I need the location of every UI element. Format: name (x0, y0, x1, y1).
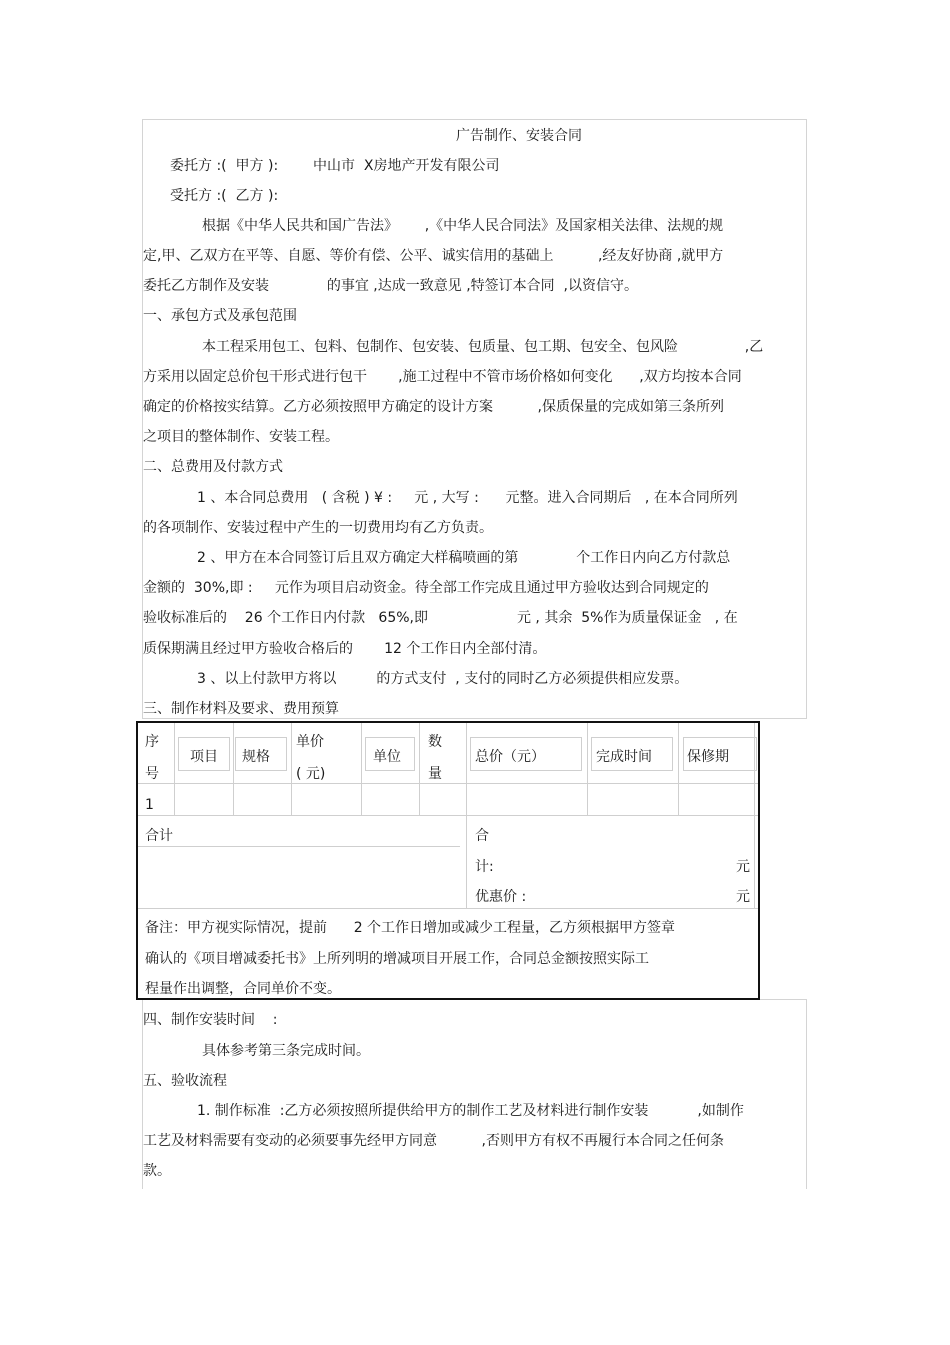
header-spec: 规格 (242, 749, 270, 765)
column-divider (419, 723, 420, 815)
intro-line: 定,甲、乙双方在平等、自愿、等价有偿、公平、诚实信用的基础上 ,经友好协商 ,就甲方 (143, 248, 724, 264)
summary-total-label: 计: (475, 859, 494, 875)
column-divider (233, 723, 234, 815)
header-total: 总价（元） (475, 749, 545, 765)
section-2-line: 质保期满且经过甲方验收合格后的 12 个工作日内全部付清。 (143, 641, 547, 657)
intro-line: 委托乙方制作及安装 的事宜 ,达成一致意见 ,特签订本合同 ,以资信守。 (143, 278, 639, 294)
header-seq: 序 (145, 734, 159, 750)
section-3-heading: 三、制作材料及要求、费用预算 (143, 701, 339, 717)
budget-table (136, 721, 760, 1000)
note-line: 程量作出调整，合同单价不变。 (145, 981, 341, 997)
column-divider (678, 723, 679, 815)
document-title: 广告制作、安装合同 (456, 128, 582, 144)
header-unit: 单位 (373, 749, 401, 765)
section-2-line: 2 、甲方在本合同签订后且双方确定大样稿喷画的第 个工作日内向乙方付款总 (197, 550, 731, 566)
header-price: ( 元) (296, 766, 326, 782)
row-divider (138, 908, 758, 909)
section-5-line: 1. 制作标准 :乙方必须按照所提供给甲方的制作工艺及材料进行制作安装 ,如制作 (197, 1103, 744, 1119)
section-5-line: 工艺及材料需要有变动的必须要事先经甲方同意 ,否则甲方有权不再履行本合同之任何条 (143, 1133, 724, 1149)
section-4-line: 具体参考第三条完成时间。 (202, 1043, 370, 1059)
row-divider (138, 815, 758, 816)
intro-line: 根据《中华人民共和国广告法》 ,《中华人民合同法》及国家相关法律、法规的规 (202, 218, 724, 234)
section-2-line: 1 、本合同总费用 ( 含税 ) ¥ : 元 , 大写 : 元整。进入合同期后 , 在本合同所列 (197, 490, 738, 506)
column-divider (174, 723, 175, 815)
header-qty: 量 (428, 766, 442, 782)
summary-heading: 合 (475, 828, 489, 844)
row-seq: 1 (145, 797, 154, 813)
subtotal-label: 合计 (145, 828, 173, 844)
column-divider (587, 723, 588, 815)
section-1-line: 之项目的整体制作、安装工程。 (143, 429, 339, 445)
row-divider (138, 783, 758, 784)
header-price: 单价 (296, 734, 324, 750)
header-finish-time: 完成时间 (596, 749, 652, 765)
section-4-heading: 四、制作安装时间 : (143, 1012, 278, 1028)
note-line: 确认的《项目增减委托书》上所列明的增减项目开展工作，合同总金额按照实际工 (145, 951, 649, 967)
section-2-heading: 二、总费用及付款方式 (143, 459, 283, 475)
summary-yuan: 元 (736, 889, 750, 905)
note-line: 备注：甲方视实际情况，提前 2 个工作日增加或减少工程量，乙方须根据甲方签章 (145, 920, 676, 936)
column-divider (361, 723, 362, 815)
client-label: 委托方 :( 甲方 ): (170, 158, 279, 174)
header-qty: 数 (428, 734, 442, 750)
document-frame-top (142, 119, 807, 719)
section-1-heading: 一、承包方式及承包范围 (143, 308, 297, 324)
column-divider (291, 723, 292, 815)
contractor-label: 受托方 :( 乙方 ): (170, 188, 279, 204)
section-1-line: 确定的价格按实结算。乙方必须按照甲方确定的设计方案 ,保质保量的完成如第三条所列 (143, 399, 724, 415)
row-divider (138, 846, 460, 847)
section-2-line: 3 、以上付款甲方将以 的方式支付 , 支付的同时乙方必须提供相应发票。 (197, 671, 689, 687)
section-1-line: 本工程采用包工、包料、包制作、包安装、包质量、包工期、包安全、包风险 ,乙 (202, 339, 764, 355)
section-2-line: 的各项制作、安装过程中产生的一切费用均有乙方负责。 (143, 520, 493, 536)
header-warranty: 保修期 (687, 749, 729, 765)
section-5-heading: 五、验收流程 (143, 1073, 227, 1089)
summary-yuan: 元 (736, 859, 750, 875)
section-1-line: 方采用以固定总价包干形式进行包干 ,施工过程中不管市场价格如何变化 ,双方均按本合同 (143, 369, 742, 385)
client-name: 中山市 X房地产开发有限公司 (313, 158, 500, 174)
section-2-line: 金额的 30%,即 : 元作为项目启动资金。待全部工作完成且通过甲方验收达到合同规定的 (143, 580, 709, 596)
header-seq: 号 (145, 766, 159, 782)
section-2-line: 验收标准后的 26 个工作日内付款 65%,即 元 , 其余 5%作为质量保证金 , 在 (143, 610, 738, 626)
header-item: 项目 (190, 749, 218, 765)
summary-discount-label: 优惠价 : (475, 889, 527, 905)
section-5-line: 款。 (143, 1163, 171, 1179)
